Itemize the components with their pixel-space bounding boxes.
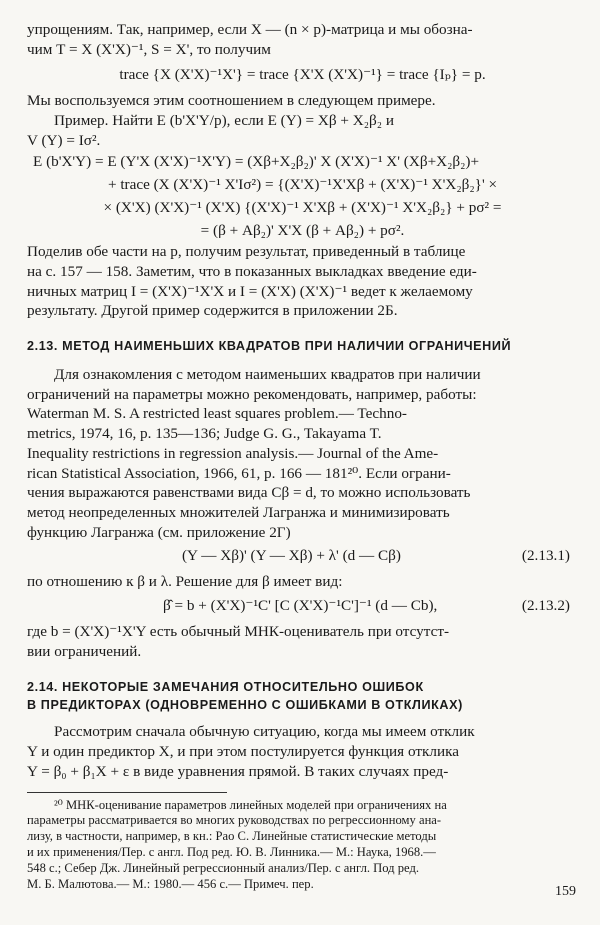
paragraph-restricted-ls <box>27 365 578 542</box>
heading-line: В ПРЕДИКТОРАХ (ОДНОВРЕМЕННО С ОШИБКАМИ В ОТКЛИКАХ) <box>27 698 463 713</box>
text-line: и их применения/Пер. с англ. Под ред. Ю. В. Линника.— М.: Наука, 1968.— <box>27 845 436 860</box>
text-line: чим T = X (X'X)⁻¹, S = X', то получим <box>27 40 271 58</box>
equation-2-13-1 <box>27 546 578 570</box>
footnote-20 <box>27 798 578 893</box>
text-line: 548 с.; Себер Дж. Линейный регрессионный анализ/Пер. с англ. Под ред. <box>27 861 420 876</box>
text-line: лизу, в частности, например, в кн.: Рао С. Линейные статистические методы <box>27 829 437 844</box>
text-line: metrics, 1974, 16, p. 135—136; Judge G. G., Takayama T. <box>27 425 382 443</box>
page-number: 159 <box>555 884 576 899</box>
text-line: Y = β₀ + β₁X + ε в виде уравнения прямой. В таких случаях пред- <box>27 762 449 780</box>
paragraph-result <box>27 242 578 321</box>
equation-line: E (b'X'Y) = E (Y'X (X'X)⁻¹X'Y) = (Xβ+X₂β₂)' X (X'X)⁻¹ X' (Xβ+X₂β₂)+ <box>33 153 480 171</box>
text-line: Inequality restrictions in regression analysis.— Journal of the Ame- <box>27 444 439 462</box>
paragraph-example <box>27 111 578 150</box>
heading-line: 2.14. НЕКОТОРЫЕ ЗАМЕЧАНИЯ ОТНОСИТЕЛЬНО ОШИБОК <box>27 680 424 695</box>
text-line: ²⁰ МНК-оценивание параметров линейных моделей при ограничениях на <box>54 797 447 812</box>
paragraph-solution: по отношению к β и λ. Решение для β имеет вид: <box>27 573 343 591</box>
paragraph-usage: Мы воспользуемся этим соотношением в следующем примере. <box>27 92 436 110</box>
text-line: результату. Другой пример содержится в приложении 2Б. <box>27 302 398 320</box>
text-line: чения выражаются равенствами вида Cβ = d, то можно использовать <box>27 484 471 502</box>
text-line: rican Statistical Association, 1966, 61, p. 166 — 181²⁰. Если ограни- <box>27 464 451 482</box>
footnote-divider <box>27 792 227 793</box>
equation-number: (2.13.2) <box>521 597 570 615</box>
equation-line: = (β + Aβ₂)' X'X (β + Aβ₂) + pσ². <box>200 222 405 240</box>
text-line: Для ознакомления с методом наименьших квадратов при наличии <box>54 366 481 384</box>
text-line: упрощениям. Так, например, если X — (n × p)-матрица и мы обозна- <box>27 21 473 38</box>
text-line: М. Б. Малютова.— М.: 1980.— 456 с.— Примеч. пер. <box>27 877 314 892</box>
equation-number: (2.13.1) <box>521 547 570 565</box>
text-line: ограничений на параметры можно рекомендовать, например, работы: <box>27 385 477 403</box>
text-line: функцию Лагранжа (см. приложение 2Г) <box>27 523 291 541</box>
equation-line: + trace (X (X'X)⁻¹ X'Iσ²) = {(X'X)⁻¹X'Xβ + (X'X)⁻¹ X'X₂β₂}' × <box>107 176 498 194</box>
text-line: вии ограничений. <box>27 642 142 660</box>
text-line: метод неопределенных множителей Лагранжа и минимизировать <box>27 503 450 521</box>
equation-line: × (X'X) (X'X)⁻¹ (X'X) {(X'X)⁻¹ X'Xβ + (X'X)⁻¹ X'X₂β₂} + pσ² = <box>103 199 502 217</box>
equation-body: β̂ = b + (X'X)⁻¹C' [C (X'X)⁻¹C']⁻¹ (d — Cb), <box>163 597 438 615</box>
section-heading-2-14 <box>27 678 578 714</box>
equation-2-13-2 <box>27 596 578 620</box>
text-line: Waterman M. S. A restricted least squares problem.— Techno- <box>27 405 407 423</box>
paragraph-intro <box>27 20 578 59</box>
text-line: Поделив обе части на p, получим результат, приведенный в таблице <box>27 243 466 261</box>
text-line: Рассмотрим сначала обычную ситуацию, когда мы имеем отклик <box>54 723 475 741</box>
paragraph-ols-note <box>27 622 578 661</box>
equation-derivation <box>27 150 578 242</box>
text-line: параметры рассматривается во многих руководствах по регрессионному ана- <box>27 813 442 828</box>
paragraph-errors-in-predictors <box>27 722 578 781</box>
text-line: V (Y) = Iσ². <box>27 131 101 149</box>
text-line: Пример. Найти E (b'X'Y/p), если E (Y) = Xβ + X₂β₂ и <box>54 111 394 129</box>
text-line: Y и один предиктор X, и при этом постулируется функция отклика <box>27 743 459 761</box>
text-line: на с. 157 — 158. Заметим, что в показанных выкладках введение еди- <box>27 262 477 280</box>
text-line: ничных матриц I = (X'X)⁻¹X'X и I = (X'X) (X'X)⁻¹ ведет к желаемому <box>27 282 473 300</box>
section-heading-2-13: 2.13. МЕТОД НАИМЕНЬШИХ КВАДРАТОВ ПРИ НАЛИЧИИ ОГРАНИЧЕНИЙ <box>27 339 512 354</box>
text-line: где b = (X'X)⁻¹X'Y есть обычный МНК-оцениватель при отсутст- <box>27 623 450 641</box>
equation-trace: trace {X (X'X)⁻¹X'} = trace {X'X (X'X)⁻¹} = trace {Iₚ} = p. <box>119 66 486 84</box>
equation-body: (Y — Xβ)' (Y — Xβ) + λ' (d — Cβ) <box>182 547 401 565</box>
